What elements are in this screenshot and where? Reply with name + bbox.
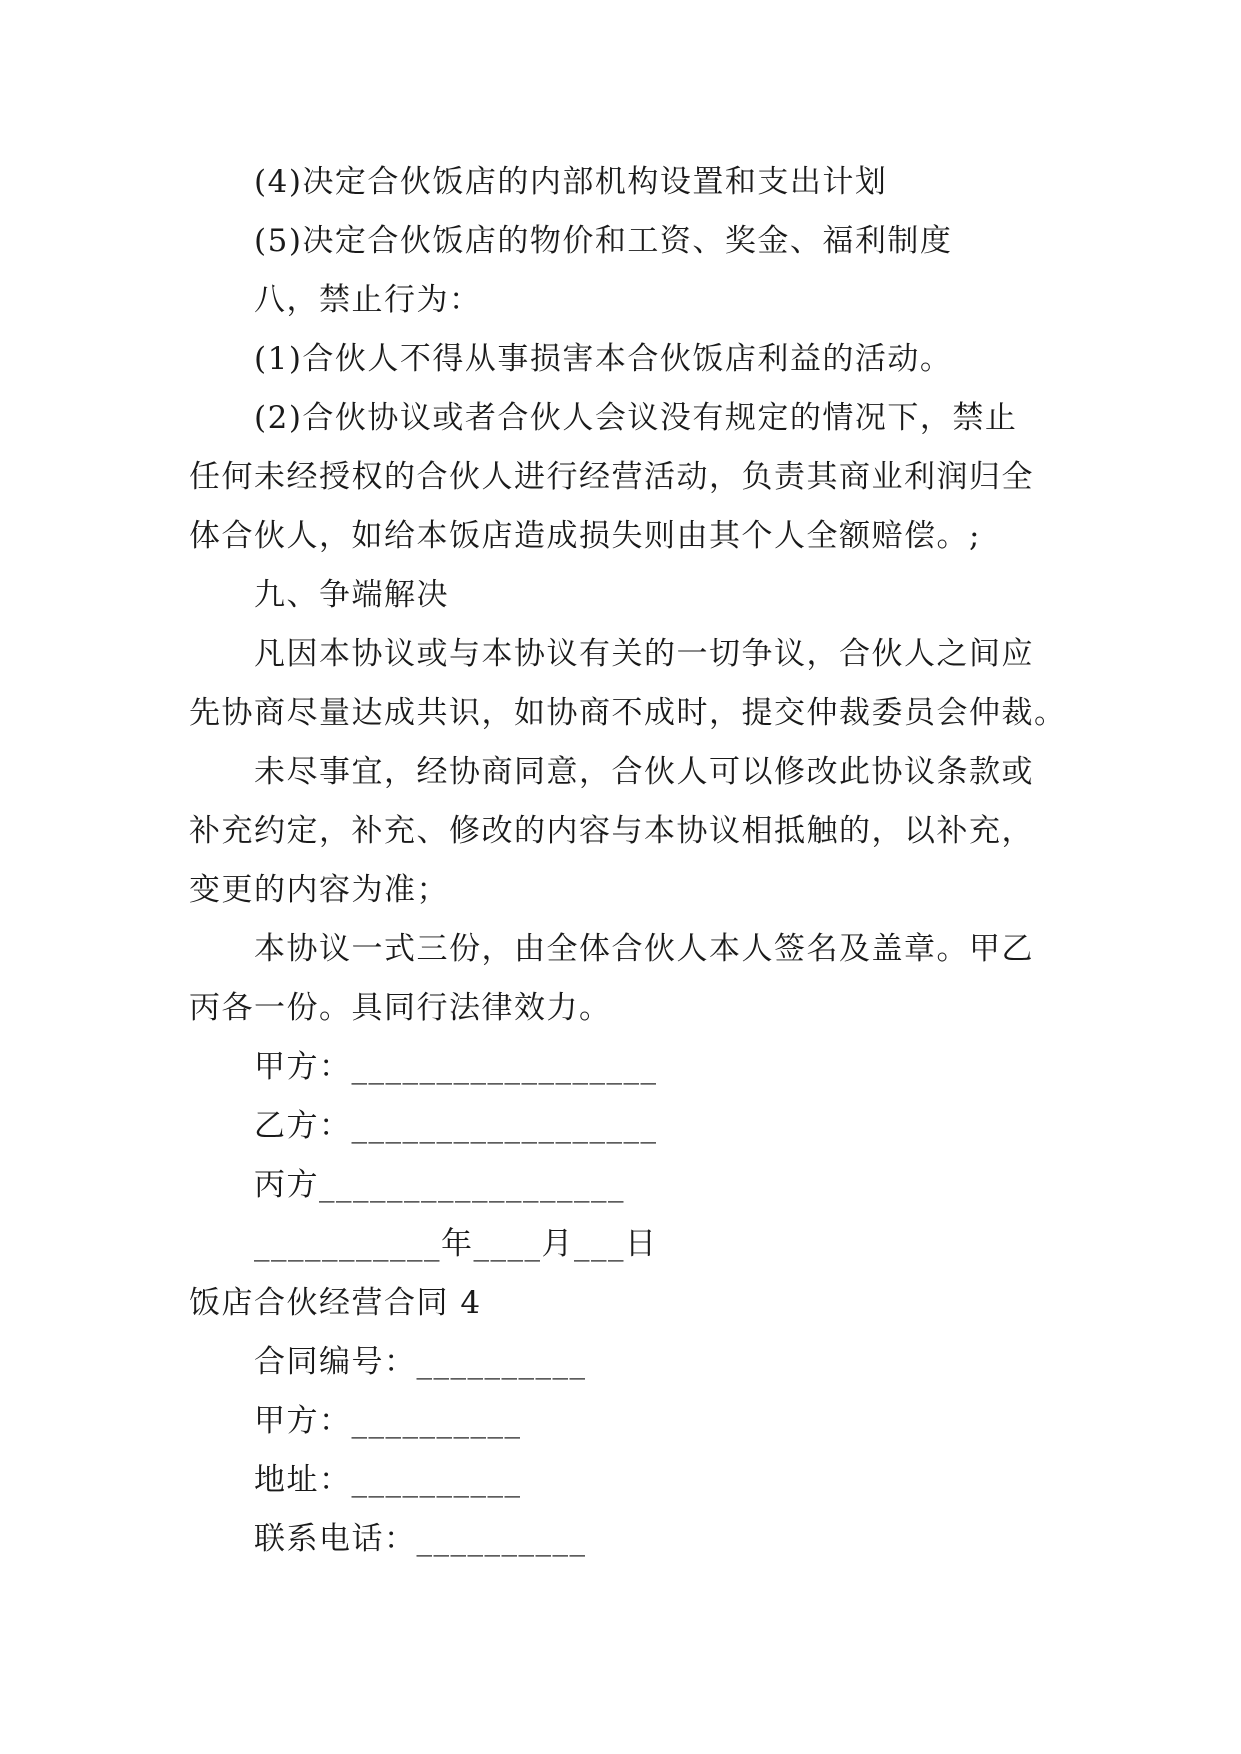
address-field: 地址：__________ — [254, 1462, 522, 1498]
dispute-line-1: 凡因本协议或与本协议有关的一切争议，合伙人之间应 — [254, 636, 1034, 672]
party-c-signature-line: 丙方__________________ — [254, 1167, 625, 1203]
copies-line-2: 丙各一份。具同行法律效力。 — [189, 990, 612, 1026]
dispute-line-2: 先协商尽量达成共识，如协商不成时，提交仲裁委员会仲裁。 — [189, 695, 1067, 731]
section-9-heading: 九、争端解决 — [254, 577, 449, 613]
contract-4-title: 饭店合伙经营合同 4 — [189, 1285, 482, 1321]
prohibition-2-line-2: 任何未经授权的合伙人进行经营活动，负责其商业利润归全 — [189, 459, 1034, 495]
phone-field: 联系电话：__________ — [254, 1521, 587, 1557]
prohibition-1-line: (1)合伙人不得从事损害本合伙饭店利益的活动。 — [254, 341, 953, 377]
amendment-line-1: 未尽事宜，经协商同意，合伙人可以修改此协议条款或 — [254, 754, 1034, 790]
contract-number-field: 合同编号：__________ — [254, 1344, 587, 1380]
party-a-signature-line: 甲方：__________________ — [254, 1049, 658, 1085]
clause-4-line: (4)决定合伙饭店的内部机构设置和支出计划 — [254, 164, 888, 200]
clause-5-line: (5)决定合伙饭店的物价和工资、奖金、福利制度 — [254, 223, 953, 259]
prohibition-2-line-1: (2)合伙协议或者合伙人会议没有规定的情况下，禁止 — [254, 400, 1018, 436]
copies-line-1: 本协议一式三份，由全体合伙人本人签名及盖章。甲乙 — [254, 931, 1034, 967]
prohibition-2-line-3: 体合伙人，如给本饭店造成损失则由其个人全额赔偿。; — [189, 518, 981, 554]
party-a-field: 甲方：__________ — [254, 1403, 522, 1439]
amendment-line-3: 变更的内容为准； — [189, 872, 449, 908]
amendment-line-2: 补充约定，补充、修改的内容与本协议相抵触的，以补充， — [189, 813, 1034, 849]
party-b-signature-line: 乙方：__________________ — [254, 1108, 658, 1144]
date-line: ___________年____月___日 — [254, 1226, 658, 1262]
section-8-heading: 八，禁止行为： — [254, 282, 482, 318]
